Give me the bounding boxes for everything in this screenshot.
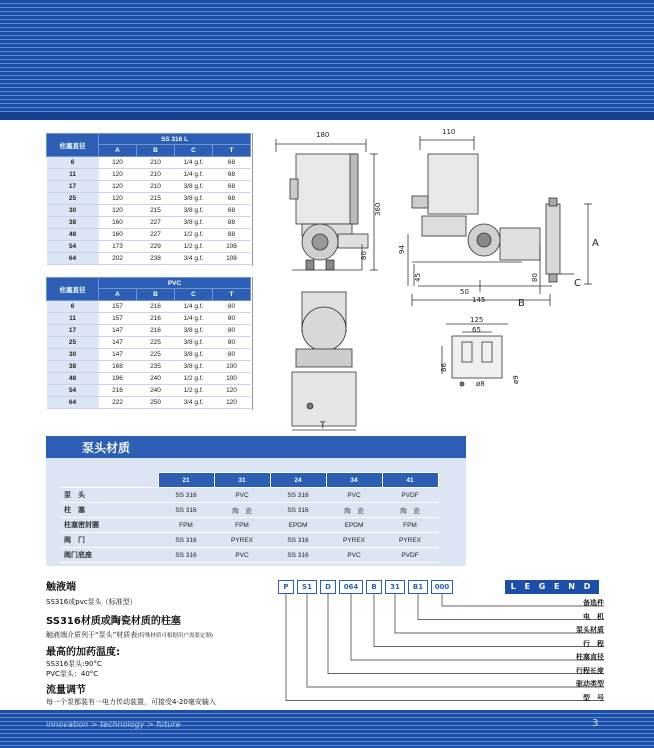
dim-50: 50 — [460, 288, 469, 296]
material-value: SS 316 — [158, 548, 214, 563]
cell: 80 — [213, 337, 251, 349]
cell: 3/8 g.f. — [175, 337, 213, 349]
plunger-diameter: 11 — [47, 313, 99, 325]
cell: 157 — [99, 301, 137, 313]
table-row — [47, 349, 251, 361]
group-header: SS 316 L — [99, 134, 251, 145]
pvc-dimension-table — [46, 277, 251, 409]
code-segment: D — [320, 580, 336, 594]
table-row — [47, 373, 251, 385]
material-row — [60, 503, 438, 518]
code-segment: P — [278, 580, 294, 594]
table-row — [47, 169, 251, 181]
dim-8: ø8 — [476, 380, 485, 388]
material-part: 阀门底座 — [60, 548, 158, 563]
cell: 68 — [213, 193, 251, 205]
cell: 3/8 g.f. — [175, 349, 213, 361]
material-value: 陶 瓷 — [326, 503, 382, 518]
code-label: 电 机 — [583, 612, 604, 621]
code-segment: 064 — [339, 580, 363, 594]
material-value: SS 316 — [158, 488, 214, 503]
label-b: B — [518, 298, 525, 309]
cell: 147 — [99, 349, 137, 361]
cell: 227 — [137, 229, 175, 241]
cell: 1/4 g.f. — [175, 157, 213, 169]
col-c: C — [175, 145, 213, 157]
cell: 3/4 g.f. — [175, 253, 213, 265]
note-pvc-temp: PVC泵头：40°C — [46, 670, 99, 678]
label-c: C — [574, 278, 581, 289]
code-segment: 000 — [431, 580, 453, 594]
dim-86: 86 — [440, 363, 448, 372]
material-code: 21 — [158, 473, 214, 488]
cell: 1/2 g.f. — [175, 241, 213, 253]
material-value: SS 316 — [158, 533, 214, 548]
table-row — [47, 397, 251, 409]
plunger-diameter: 64 — [47, 397, 99, 409]
note-plunger: SS316材质或陶瓷材质的柱塞 — [46, 616, 181, 627]
plunger-diameter: 30 — [47, 205, 99, 217]
cell: 3/8 g.f. — [175, 325, 213, 337]
material-row — [60, 533, 438, 548]
dim-65: 65 — [472, 326, 481, 334]
cell: 3/8 g.f. — [175, 181, 213, 193]
table-row — [47, 217, 251, 229]
cell: 1/2 g.f. — [175, 373, 213, 385]
plunger-diameter: 54 — [47, 385, 99, 397]
material-value: 陶 瓷 — [214, 503, 270, 518]
cell: 225 — [137, 337, 175, 349]
table-row — [47, 313, 251, 325]
note-flow: 流量调节 — [46, 685, 86, 696]
cell: 108 — [213, 241, 251, 253]
cell: 80 — [213, 325, 251, 337]
cell: 88 — [213, 217, 251, 229]
cell: 80 — [213, 301, 251, 313]
cell: 120 — [213, 385, 251, 397]
plunger-diameter: 30 — [47, 349, 99, 361]
table-row — [47, 361, 251, 373]
table-row — [47, 157, 251, 169]
cell: 147 — [99, 325, 137, 337]
cell: 1/4 g.f. — [175, 169, 213, 181]
cell: 216 — [137, 301, 175, 313]
dim-80a: 80 — [360, 251, 368, 260]
code-label: 行程长度 — [576, 666, 604, 675]
table-row — [47, 229, 251, 241]
note-maxtemp: 最高的加药温度: — [46, 647, 120, 658]
plunger-diameter: 54 — [47, 241, 99, 253]
cell: 80 — [213, 313, 251, 325]
plunger-diameter: 38 — [47, 361, 99, 373]
material-value: SS 316 — [270, 548, 326, 563]
cell: 215 — [137, 193, 175, 205]
divider — [252, 133, 253, 266]
cell: 1/4 g.f. — [175, 301, 213, 313]
plunger-diameter: 25 — [47, 193, 99, 205]
material-value: 陶 瓷 — [382, 503, 438, 518]
cell: 173 — [99, 241, 137, 253]
cell: 238 — [137, 253, 175, 265]
col-t: T — [213, 145, 251, 157]
table-row — [47, 181, 251, 193]
rowhead: 柱塞直径 — [47, 278, 99, 301]
rowhead: 柱塞直径 — [47, 134, 99, 157]
material-part: 柱 塞 — [60, 503, 158, 518]
cell: 147 — [99, 337, 137, 349]
material-code: 41 — [382, 473, 438, 488]
material-code: 31 — [214, 473, 270, 488]
cell: 216 — [137, 313, 175, 325]
cell: 225 — [137, 349, 175, 361]
material-value: FPM — [214, 518, 270, 533]
plunger-diameter: 38 — [47, 217, 99, 229]
page-number: 3 — [592, 718, 599, 729]
cell: 3/8 g.f. — [175, 205, 213, 217]
dim-9: ø9 — [512, 375, 520, 384]
table-row — [47, 205, 251, 217]
plunger-diameter: 64 — [47, 253, 99, 265]
code-label: 驱动类型 — [576, 680, 604, 688]
footer-tagline: innovation > technology > future — [46, 720, 181, 729]
cell: 100 — [213, 373, 251, 385]
dim-145: 145 — [472, 296, 486, 304]
code-label: 型 号 — [583, 693, 604, 702]
cell: 215 — [137, 205, 175, 217]
dim-180: 180 — [316, 131, 330, 139]
dim-45: 45 — [414, 273, 422, 282]
col-b: B — [137, 145, 175, 157]
cell: 157 — [99, 313, 137, 325]
code-segment: B — [366, 580, 382, 594]
dim-125: 125 — [470, 316, 484, 324]
code-segment: B1 — [408, 580, 428, 594]
bottom-banner — [0, 710, 654, 748]
code-label: 泵头材质 — [576, 626, 604, 634]
plunger-diameter: 48 — [47, 229, 99, 241]
cell: 3/8 g.f. — [175, 217, 213, 229]
col-b: B — [137, 289, 175, 301]
cell: 202 — [99, 253, 137, 265]
material-code: 24 — [270, 473, 326, 488]
table-row — [47, 385, 251, 397]
divider — [252, 277, 253, 410]
material-value: EPDM — [270, 518, 326, 533]
material-value: EPDM — [326, 518, 382, 533]
cell: 68 — [213, 205, 251, 217]
plunger-diameter: 48 — [47, 373, 99, 385]
materials-title: 泵头材质 — [82, 441, 131, 455]
material-part: 泵 头 — [60, 488, 158, 503]
code-label: 行 程 — [583, 639, 604, 648]
material-row — [60, 488, 438, 503]
cell: 68 — [213, 181, 251, 193]
cell: 88 — [213, 229, 251, 241]
col-t: T — [213, 289, 251, 301]
cell: 120 — [99, 181, 137, 193]
cell: 68 — [213, 157, 251, 169]
table-row — [47, 193, 251, 205]
cell: 1/2 g.f. — [175, 385, 213, 397]
material-value: PYREX — [326, 533, 382, 548]
material-row — [60, 518, 438, 533]
material-value: PVC — [326, 548, 382, 563]
material-value: PYREX — [382, 533, 438, 548]
cell: 100 — [213, 361, 251, 373]
materials-table — [60, 472, 439, 563]
cell: 196 — [99, 373, 137, 385]
ss316-dimension-table — [46, 133, 251, 265]
material-value: FPM — [382, 518, 438, 533]
material-part: 阀 门 — [60, 533, 158, 548]
cell: 250 — [137, 397, 175, 409]
note-ss316-temp: SS316泵头:90°C — [46, 660, 102, 668]
label-t: T — [320, 421, 326, 431]
code-segment: S1 — [297, 580, 317, 594]
cell: 3/8 g.f. — [175, 193, 213, 205]
cell: 160 — [99, 217, 137, 229]
col-a: A — [99, 289, 137, 301]
cell: 168 — [99, 361, 137, 373]
plunger-diameter: 11 — [47, 169, 99, 181]
cell: 229 — [137, 241, 175, 253]
cell: 160 — [99, 229, 137, 241]
material-value: PVC — [326, 488, 382, 503]
cell: 216 — [99, 385, 137, 397]
dim-360: 360 — [374, 202, 382, 216]
table-row — [47, 325, 251, 337]
material-row — [60, 548, 438, 563]
cell: 235 — [137, 361, 175, 373]
note-title-wetted: 触液端 — [46, 582, 76, 593]
plunger-diameter: 25 — [47, 337, 99, 349]
dim-80b: 80 — [531, 273, 539, 282]
plunger-diameter: 6 — [47, 301, 99, 313]
cell: 227 — [137, 217, 175, 229]
cell: 210 — [137, 157, 175, 169]
cell: 120 — [99, 157, 137, 169]
cell: 68 — [213, 169, 251, 181]
material-value: PYREX — [214, 533, 270, 548]
material-value: PVC — [214, 548, 270, 563]
code-segment: 31 — [385, 580, 405, 594]
table-row — [47, 253, 251, 265]
material-part: 柱塞密封圈 — [60, 518, 158, 533]
cell: 120 — [99, 205, 137, 217]
cell: 80 — [213, 349, 251, 361]
dim-110: 110 — [442, 128, 456, 136]
cell: 240 — [137, 373, 175, 385]
cell: 222 — [99, 397, 137, 409]
cell: 1/4 g.f. — [175, 313, 213, 325]
material-value: SS 316 — [270, 503, 326, 518]
material-value: SS 316 — [270, 488, 326, 503]
cell: 216 — [137, 325, 175, 337]
material-value: SS 316 — [270, 533, 326, 548]
dim-94: 94 — [398, 245, 406, 254]
cell: 210 — [137, 169, 175, 181]
material-code: 34 — [326, 473, 382, 488]
note-drive: 每一个泵都装有一电力传动装置，可接受4-20毫安输入 — [46, 698, 216, 706]
material-value: SS 316 — [158, 503, 214, 518]
cell: 1/2 g.f. — [175, 229, 213, 241]
cell: 120 — [99, 193, 137, 205]
cell: 120 — [99, 169, 137, 181]
material-value: FPM — [158, 518, 214, 533]
note-pumphead: SS316或pvc泵头（标准型） — [46, 598, 137, 606]
material-value: PVC — [214, 488, 270, 503]
cell: 120 — [213, 397, 251, 409]
cell: 3/4 g.f. — [175, 397, 213, 409]
table-row — [47, 301, 251, 313]
plunger-diameter: 17 — [47, 181, 99, 193]
code-label: 备选件 — [583, 599, 604, 607]
cell: 240 — [137, 385, 175, 397]
code-label: 柱塞直径 — [576, 653, 604, 661]
top-banner — [0, 0, 654, 120]
col-a: A — [99, 145, 137, 157]
materials-title-bar — [46, 436, 466, 458]
plunger-diameter: 17 — [47, 325, 99, 337]
material-value: PVDF — [382, 488, 438, 503]
material-value: PVDF — [382, 548, 438, 563]
plunger-diameter: 6 — [47, 157, 99, 169]
note-material: 触液端介质列于“泵头”材质表(特殊材质可根据用户需要定制) — [46, 631, 214, 639]
group-header: PVC — [99, 278, 251, 289]
model-code — [278, 580, 456, 594]
cell: 3/8 g.f. — [175, 361, 213, 373]
table-row — [47, 337, 251, 349]
pump-technical-drawing — [262, 124, 612, 434]
label-a: A — [592, 238, 599, 249]
code-leader-lines — [270, 594, 610, 704]
cell: 108 — [213, 253, 251, 265]
legend-box: L E G E N D — [505, 580, 599, 594]
col-c: C — [175, 289, 213, 301]
cell: 210 — [137, 181, 175, 193]
table-row — [47, 241, 251, 253]
